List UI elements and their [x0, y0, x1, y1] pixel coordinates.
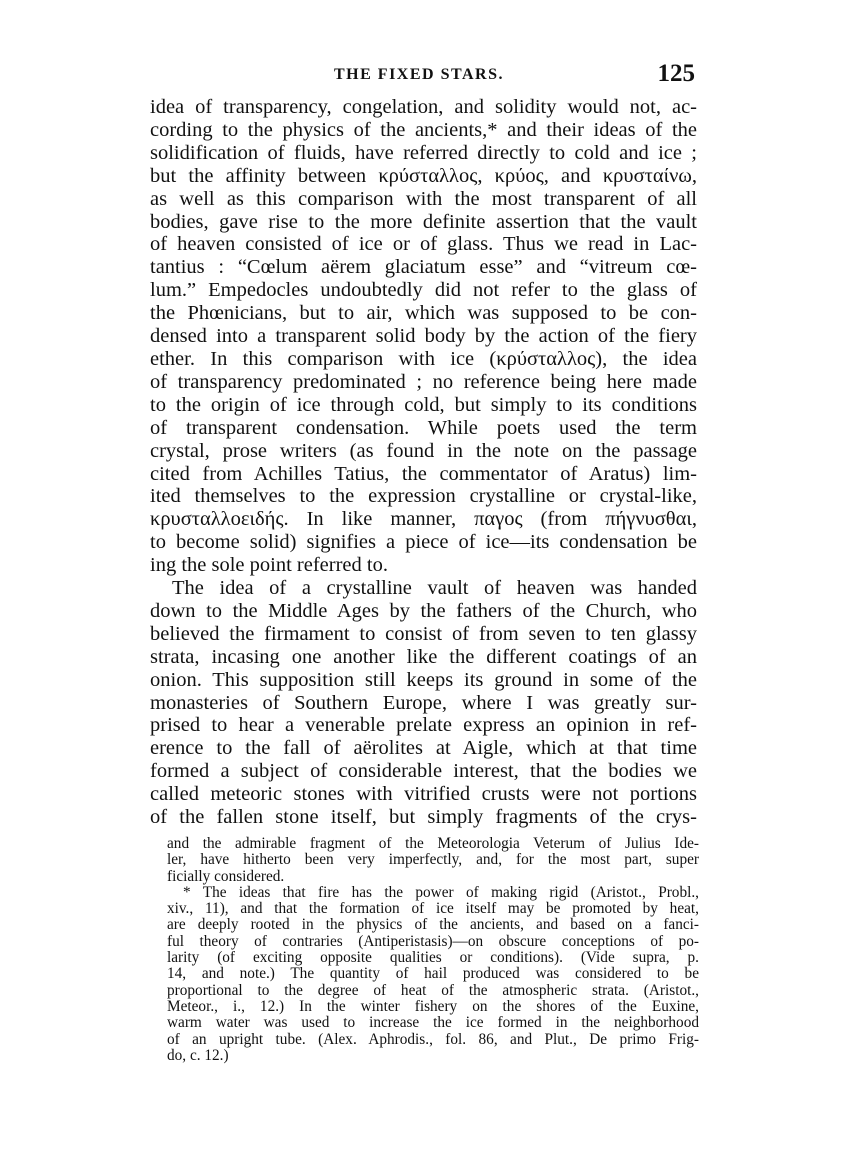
note-line: ler, have hitherto been very imperfectly, and, for the most part, super [167, 851, 699, 869]
body-line: but the affinity between κρύσταλλος, κρύος, and κρυσταίνω, [150, 164, 697, 187]
body-line: of heaven consisted of ice or of glass. Thus we read in Lac- [150, 233, 697, 256]
note-line: proportional to the degree of heat of the atmospheric strata. (Aristot., [167, 981, 699, 999]
body-line: the Phœnicians, but to air, which was supposed to be con- [150, 302, 697, 325]
body-line: strata, incasing one another like the different coatings of an [150, 645, 697, 668]
body-line: tantius : “Cœlum aërem glaciatum esse” and “vitreum cœ- [150, 256, 697, 279]
body-line: of the fallen stone itself, but simply fragments of the crys- [150, 806, 697, 829]
body-line: formed a subject of considerable interest, that the bodies we [150, 760, 697, 783]
body-line: called meteoric stones with vitrified crusts were not portions [150, 783, 697, 806]
body-line: as well as this comparison with the most transparent of all [150, 187, 697, 210]
body-line: to the origin of ice through cold, but simply to its conditions [150, 393, 697, 416]
body-line: idea of transparency, congelation, and solidity would not, ac- [150, 96, 697, 118]
note-line: Meteor., i., 12.) In the winter fishery on the shores of the Euxine, [167, 997, 699, 1015]
body-line: to become solid) signifies a piece of ice—its condensation be [150, 531, 697, 554]
body-line: solidification of fluids, have referred directly to cold and ice ; [150, 141, 697, 164]
body-line: believed the firmament to consist of from seven to ten glassy [150, 622, 697, 645]
body-line: erence to the fall of aërolites at Aigle, which at that time [150, 737, 697, 760]
body-line: The idea of a crystalline vault of heaven was handed [172, 577, 697, 600]
page-header [150, 62, 695, 94]
body-line: cording to the physics of the ancients,* and their ideas of the [150, 118, 697, 141]
body-line: crystal, prose writers (as found in the note on the passage [150, 439, 697, 462]
note-line: of an upright tube. (Alex. Aphrodis., fol. 86, and Plut., De primo Frig- [167, 1030, 699, 1048]
note-line: are deeply rooted in the physics of the ancients, and based on a fanci- [167, 916, 699, 934]
body-line: prised to hear a venerable prelate express an opinion in ref- [150, 714, 697, 737]
note-line: ful theory of contraries (Antiperistasis)—on obscure conceptions of po- [167, 932, 699, 950]
note-line: xiv., 11), and that the formation of ice itself may be promoted by heat, [167, 900, 699, 918]
body-line: of transparency predominated ; no reference being here made [150, 370, 697, 393]
body-line: κρυσταλλοειδής. In like manner, παγος (from πήγνυσθαι, [150, 508, 697, 531]
note-line: and the admirable fragment of the Meteorologia Veterum of Julius Ide- [167, 835, 699, 852]
page-number: 125 [657, 60, 695, 87]
running-title: THE FIXED STARS. [334, 66, 504, 83]
footnotes [167, 836, 699, 1064]
body-line: monasteries of Southern Europe, where I was greatly sur- [150, 691, 697, 714]
body-line: bodies, gave rise to the more definite assertion that the vault [150, 210, 697, 233]
body-line: ing the sole point referred to. [150, 554, 388, 577]
note-line: warm water was used to increase the ice formed in the neighborhood [167, 1014, 699, 1032]
body-line: ether. In this comparison with ice (κρύσταλλος), the idea [150, 347, 697, 370]
note-line: do, c. 12.) [167, 1046, 229, 1064]
note-line: larity (of exciting opposite qualities or conditions). (Vide supra, p. [167, 949, 699, 967]
main-text [150, 96, 697, 829]
body-line: down to the Middle Ages by the fathers of the Church, who [150, 599, 697, 622]
body-line: cited from Achilles Tatius, the commentator of Aratus) lim- [150, 462, 697, 485]
body-line: densed into a transparent solid body by the action of the fiery [150, 325, 697, 348]
note-line: ficially considered. [167, 867, 285, 885]
note-line: 14, and note.) The quantity of hail produced was considered to be [167, 965, 699, 983]
body-line: ited themselves to the expression crystalline or crystal-like, [150, 485, 697, 508]
body-line: onion. This supposition still keeps its ground in some of the [150, 668, 697, 691]
footnote-line: * The ideas that fire has the power of making rigid (Aristot., Probl., [183, 883, 699, 901]
body-line: of transparent condensation. While poets used the term [150, 416, 697, 439]
body-line: lum.” Empedocles undoubtedly did not refer to the glass of [150, 279, 697, 302]
